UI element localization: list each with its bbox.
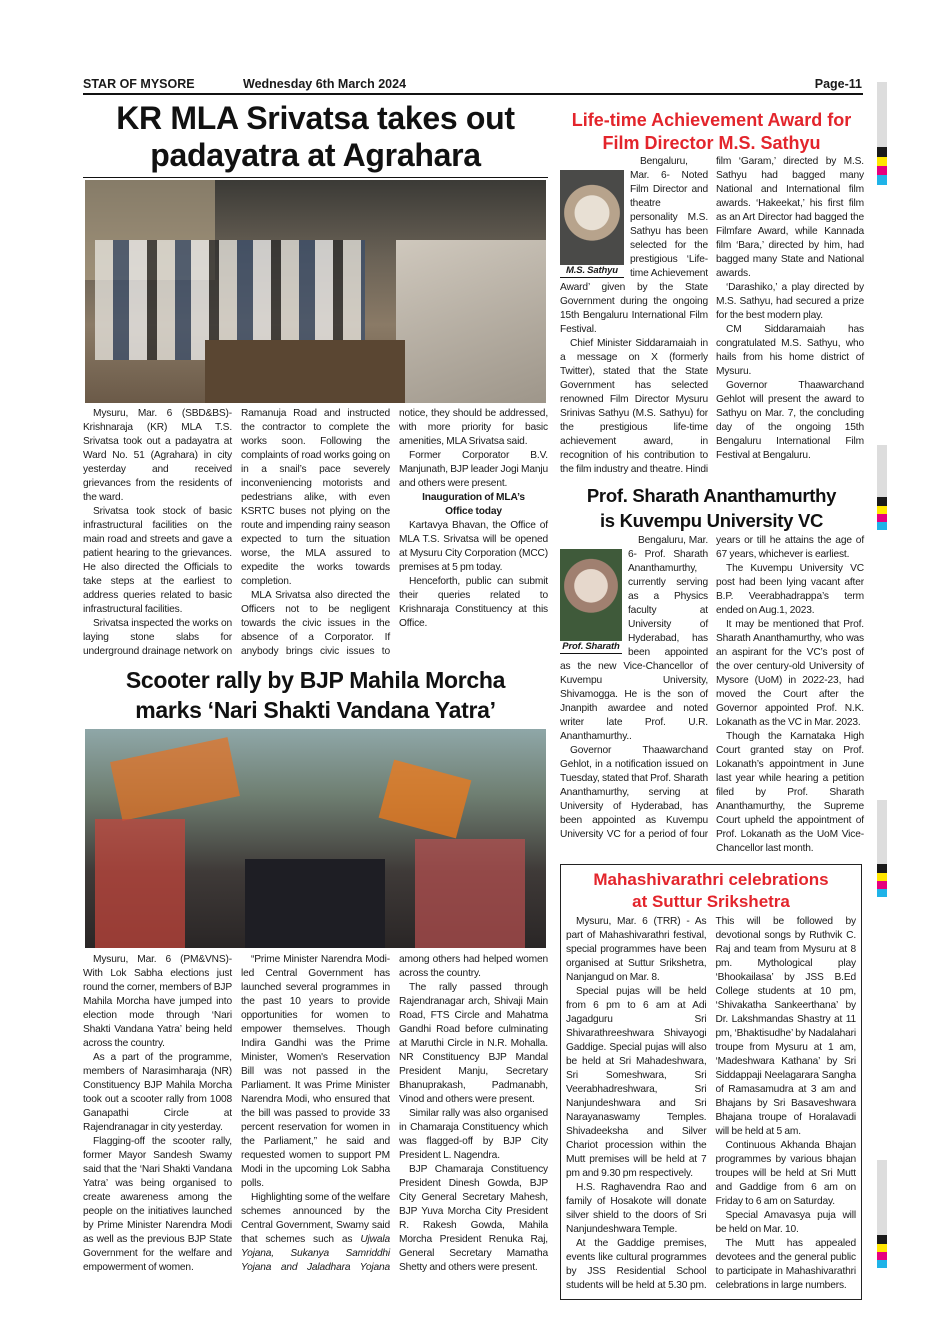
suttur-body [566, 915, 856, 1293]
paragraph: CM Siddaramaiah has congratulated M.S. Sathyu, who hails from his home district of Mysuru. [716, 324, 864, 377]
newspaper-name: STAR OF MYSORE [83, 77, 195, 91]
paragraph: Mysuru, Mar. 6 (TRR) - As part of Mahashivarathri festival, special programmes have been organised at Suttur Srikshetra, Nanjangud on Mar. 8. [566, 916, 707, 983]
headline-line: Film Director M.S. Sathyu [602, 133, 821, 153]
sharath-photo [560, 549, 622, 641]
photo-caption: Prof. Sharath [560, 641, 622, 654]
headline-line: at Suttur Srikshetra [632, 892, 790, 911]
paragraph: “Prime Minister Narendra Modi-led Central Government has launched several programmes in the past 10 years to provide opportunities for women to empower themselves. Though Indira Gandhi was the Prime Minister, Women's Reservation Bill was not passed in the Parliament. It was Prime Minister Narendra Modi, who ensured that the bill was passed to provide 33 percent reservation for women in the Parliament,” he said and requested women to support PM Modi in the upcoming Lok Sabha polls. [241, 954, 390, 1189]
paragraph: The Kuvempu University VC post had been lying vacant after B.P. Veerabhadrappa’s term ended on Aug.1, 2023. [716, 563, 864, 616]
paragraph: At the Gaddige premises, events like cultural programmes by JSS Residential School students will be held at 5.30 pm. This will be followed by devotional songs by Ruthvik C. Raj and team from Mysuru at 8 pm. Mythological play ‘Bhookailasa’ by JSS B.Ed College students at 10 pm, ‘Shivakatha Sankeerthana’ by Dr. Lakshmandas Shastry at 11 pm, ‘Bhaktisudhe’ by Nadalahari troupe from Mysuru at 1 am, ‘Madeshwara Kathana’ by Sri Siddappaji Neelagarara Sangha of Ramasamudra at 3 am and Bhajans by Sri Basaveshwara Bhajana troupe of Horalavadi will be held at 5 am. [566, 916, 856, 1291]
sathyu-body [560, 155, 864, 477]
headline-line: padayatra at Agrahara [150, 137, 481, 173]
suttur-box [560, 864, 862, 1300]
paragraph: Former Corporator B.V. Manjunath, BJP leader Jogi Manju and others were present. [399, 450, 548, 489]
paragraph: Mysuru, Mar. 6 (SBD&BS)- Krishnaraja (KR) MLA T.S. Srivatsa took out a padayatra at Ward No. 51 (Agrahara) in city yesterday and received grievances from the residents of the ward. [83, 408, 232, 503]
sharath-headline [558, 483, 865, 533]
paragraph: Chief Minister Siddaramaiah in a message on X (formerly Twitter), stated that the State Government has selected renowned Film Director Mysuru Srinivas Sathyu (M.S. Sathyu) for the prestigious life-time achievement award, in recognition of his contribution to the film industry and theatre. Hindi film ‘Garam,’ directed by M.S. Sathyu had bagged many National and International film awards. ‘Hakeekat,’ his first film as an Art Director had bagged the Filmfare Award, while Kannada film ‘Bara,’ directed by him, had bagged many State and National awards. [560, 156, 864, 475]
padayatra-headline [83, 100, 548, 174]
subheading: Office today [445, 506, 502, 517]
photo-caption: M.S. Sathyu [560, 265, 624, 278]
header-rule [83, 93, 863, 95]
paragraph: Bengaluru, Mar. 6- Noted Film Director and theatre personality M.S. Sathyu has been selected for the prestigious ‘Life-time Achievement Award’ given by the State Government during the ongoing 15th Bengaluru International Film Festival. [560, 156, 708, 335]
paragraph: Governor Thaawarchand Gehlot will present the award to Sathyu on Mar. 7, the concluding day of the ongoing 15th Bengaluru International Film Festival at Bengaluru. [716, 380, 864, 461]
sathyu-photo-block [560, 170, 624, 278]
left-stack [83, 100, 548, 1275]
paragraph: Governor Thaawarchand Gehlot, in a notification issued on Tuesday, stated that Prof. Sharath Ananthamurthy, serving at University of Hyderabad, has been appointed as Kuvempu University VC for a period of four years or till he attains the age of 67 years, whichever is earliest. [560, 535, 864, 840]
scooter-rally-photo [85, 729, 546, 948]
paragraph: Though the Karnataka High Court granted stay on Prof. Lokanath’s appointment in June last year while hearing a petition filed by Prof. Sharath Ananthamurthy, the Supreme Court upheld the appointment of Prof. Lokanath as the UoM Vice-Chancellor last month. [716, 731, 864, 854]
headline-line: marks ‘Nari Shakti Vandana Yatra’ [135, 697, 496, 723]
paragraph: As a part of the programme, members of Narasimharaja (NR) Constituency BJP Mahila Morcha took out a scooter rally from 1008 Ganapathi Circle at Rajendranagar in city yesterday. [83, 1052, 232, 1133]
sathyu-photo [560, 170, 624, 265]
paragraph: Henceforth, public can submit their queries related to Krishnaraja Constituency at this Office. [399, 576, 548, 629]
headline-line: Mahashivarathri celebrations [593, 870, 829, 889]
paragraph: Special Amavasya puja will be held on Mar. 10. [715, 1210, 856, 1235]
paragraph: BJP Chamaraja Constituency President Dinesh Gowda, BJP City General Secretary Mahesh, BJP Yuva Morcha City President R. Rakesh Gowda, Mahila Morcha President Renuka Raj, General Secretary Mamatha Shetty and others were present. [399, 1164, 548, 1273]
headline-line: Prof. Sharath Ananthamurthy [586, 485, 837, 506]
paragraph: Kartavya Bhavan, the Office of MLA T.S. Srivatsa will be opened at Mysuru City Corporation (MCC) premises at 5 pm today. [399, 520, 548, 573]
paragraph: Continuous Akhanda Bhajan programmes by various bhajan troupes will be held at Sri Mutt and Gaddige from 6 am on Friday to 6 am on Saturday. [715, 1140, 856, 1207]
padayatra-body [83, 407, 548, 659]
page-number: Page-11 [814, 77, 862, 91]
paragraph: Mysuru, Mar. 6 (PM&VNS)- With Lok Sabha elections just round the corner, members of BJP Mahila Morcha have jumped into election mode through ‘Nari Shakti Vandana Yatra’ being held across the country. [83, 954, 232, 1049]
sharath-photo-block [560, 549, 622, 654]
scooter-headline [83, 665, 548, 725]
sharath-body [560, 534, 864, 856]
paragraph: Similar rally was also organised in Chamaraja Constituency which was flagged-off by BJP City President L. Nagendra. [399, 1108, 548, 1161]
headline-line: is Kuvempu University VC [599, 510, 824, 531]
paragraph: Bengaluru, Mar. 6- Prof. Sharath Ananthamurthy, currently serving as a Physics faculty at University of Hyderabad, has been appointed as the new Vice-Chancellor of Kuvempu University, Shivamogga. He is the son of Jnanpith awardee and noted writer late Prof. U.R. Ananthamurthy.. [560, 535, 708, 742]
headline-rule [83, 177, 548, 178]
paragraph: Flagging-off the scooter rally, former Mayor Sandesh Swamy said that the ‘Nari Shakti Vandana Yatra’ was being organised to create awareness among the people on the initiatives launched by Prime Minister Narendra Modi as well as the previous BJP State Government for the welfare and empowerment of women. [83, 1136, 232, 1273]
padayatra-photo [85, 180, 546, 403]
headline-line: KR MLA Srivatsa takes out [116, 100, 515, 136]
headline-line: Life-time Achievement Award for [571, 110, 852, 130]
text-run: Highlighting some of the welfare schemes announced by the Central Government, Swamy said that schemes such as [241, 1192, 390, 1245]
headline-line: Scooter rally by BJP Mahila Morcha [125, 667, 506, 693]
text-run: among others had helped women across the country. [399, 954, 548, 979]
paragraph: ‘Darashiko,’ a play directed by M.S. Sathyu, had secured a prize for the best modern play. [716, 282, 864, 321]
subheading: Inauguration of MLA’s [422, 492, 525, 503]
paragraph: Special pujas will be held from 6 pm to 6 am at Adi Jagadguru Sri Shivarathreeshwara Shivayogi Gaddige. Special pujas will also be held at Sri Mahadeshwara, Sri Someshwara, Sri Veerabhadreshwara, Sri Nanjundeshwara and Sri Narayanaswamy Temples. Shivadeeksha and Silver Chariot procession within the Mutt premises will be held at 7 pm and 9.30 pm respectively. [566, 986, 707, 1179]
sathyu-headline [558, 109, 865, 155]
right-stack [558, 109, 865, 1300]
suttur-headline [566, 869, 856, 913]
paragraph: H.S. Raghavendra Rao and family of Hosakote will donate silver shield to the doors of Sri Nanjundeshwara Temple. [566, 1182, 707, 1235]
paragraph: MLA Srivatsa also directed the Officers not to be negligent towards the civic issues in the absence of a Corporator. If anybody brings civic issues to notice, they should be addressed, with more priority for basic amenities, MLA Srivatsa said. [241, 408, 548, 657]
scheme-names: Ujwala Yojana, Sukanya Samriddhi Yojana and Jaladhara Yojana [241, 1234, 390, 1273]
paragraph: Srivatsa took stock of basic infrastructural facilities on the main road and streets and gave a patient hearing to the grievances. He also directed the Officials to take steps at the earliest to address queries related to basic infrastructural facilities. [83, 506, 232, 615]
paragraph: It may be mentioned that Prof. Sharath Ananthamurthy, who was an aspirant for the VC’s post of the over century-old University of Mysore (UoM) in 2022-23, had moved the Court after the Governor appointed Prof. N.K. Lokanath as the VC in Mar. 2023. [716, 619, 864, 728]
scooter-body [83, 953, 548, 1275]
issue-date: Wednesday 6th March 2024 [243, 77, 407, 91]
paragraph: Srivatsa inspected the works on laying stone slabs for underground drainage network on Ramanuja Road and instructed the contractor to complete the works soon. Following the complaints of road works going on in a snail’s pace severely inconveniencing motorists and pedestrians alike, with even KSRTC buses not plying on the route and impending rainy season expected to turn the situation worse, the MLA assured to expedite the works towards completion. [83, 408, 390, 657]
paragraph: The rally passed through Rajendranagar arch, Shivaji Main Road, FTS Circle and Mahatma Gandhi Road before culminating at Maruthi Circle in N.R. Mohalla. NR Constituency BJP Mandal President Manju, Secretary Bhanuprakash, Padmanabh, Vinod and others were present. [399, 982, 548, 1105]
paragraph: The Mutt has appealed devotees and the general public to participate in Mahashivarathri celebrations in large numbers. [715, 1238, 856, 1291]
